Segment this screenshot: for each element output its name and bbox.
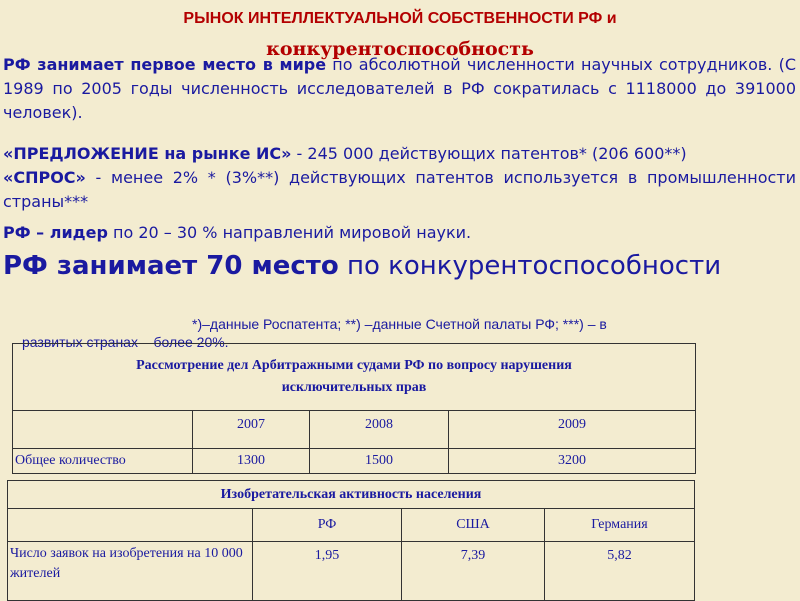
table2-country-usa: США xyxy=(402,509,545,542)
table2-empty-cell xyxy=(8,509,253,542)
paragraph-scientists xyxy=(3,53,796,125)
paragraph-demand-text: - менее 2% * (3%**) действующих патентов используется в промышленности страны*** xyxy=(3,168,796,211)
table2-country-rf: РФ xyxy=(253,509,402,542)
table2-country-germany: Германия xyxy=(545,509,695,542)
paragraph-leader-text: по 20 – 30 % направлений мировой науки. xyxy=(107,223,472,242)
paragraph-leader xyxy=(3,221,796,245)
slide-title-line2: конкурентоспособность xyxy=(266,38,534,60)
table1-year-2008: 2008 xyxy=(310,411,449,449)
table2-header: Изобретательская активность населения xyxy=(8,481,695,509)
competitiveness-statement xyxy=(3,251,721,281)
paragraph-supply-text: - 245 000 действующих патентов* (206 600**) xyxy=(291,144,687,163)
invention-activity-table xyxy=(7,480,695,601)
table1-value-2008: 1500 xyxy=(310,449,449,474)
paragraph-scientists-text: по абсолютной численности научных сотрудников. (С 1989 по 2005 годы численность исследователей в РФ сократилась с 1118000 до 391000 человек). xyxy=(3,55,797,122)
table2-row-label: Число заявок на изобретения на 10 000 жителей xyxy=(8,542,253,601)
paragraph-scientists-bold: РФ занимает первое место в мире xyxy=(3,55,327,74)
paragraph-demand xyxy=(3,166,796,214)
table1-row-label: Общее количество xyxy=(13,449,193,474)
footnote-line1: *)–данные Роспатента; **) –данные Счетной палаты РФ; ***) – в xyxy=(192,316,607,332)
table1-header-line1: Рассмотрение дел Арбитражными судами РФ по вопросу нарушения xyxy=(136,358,572,373)
table1-empty-cell xyxy=(13,411,193,449)
table1-year-2009: 2009 xyxy=(449,411,696,449)
paragraph-leader-bold: РФ – лидер xyxy=(3,223,108,242)
slide-title-line1: РЫНОК ИНТЕЛЛЕКТУАЛЬНОЙ СОБСТВЕННОСТИ РФ и xyxy=(183,10,617,27)
arbitration-cases-table xyxy=(12,343,696,474)
table2-value-rf: 1,95 xyxy=(253,542,402,601)
paragraph-supply xyxy=(3,142,796,166)
table1-year-2007: 2007 xyxy=(193,411,310,449)
table2-value-usa: 7,39 xyxy=(402,542,545,601)
table2-value-germany: 5,82 xyxy=(545,542,695,601)
table1-value-2007: 1300 xyxy=(193,449,310,474)
table1-header-line2: исключительных прав xyxy=(281,380,427,395)
competitiveness-statement-text: по конкурентоспособности xyxy=(338,251,722,281)
table1-value-2009: 3200 xyxy=(449,449,696,474)
competitiveness-statement-bold: РФ занимает 70 место xyxy=(3,251,339,281)
paragraph-supply-bold: «ПРЕДЛОЖЕНИЕ на рынке ИС» xyxy=(3,144,292,163)
footnote-line2: развитых странах – более 20%. xyxy=(22,334,229,350)
table1-header xyxy=(13,344,696,411)
paragraph-demand-bold: «СПРОС» xyxy=(3,168,86,187)
